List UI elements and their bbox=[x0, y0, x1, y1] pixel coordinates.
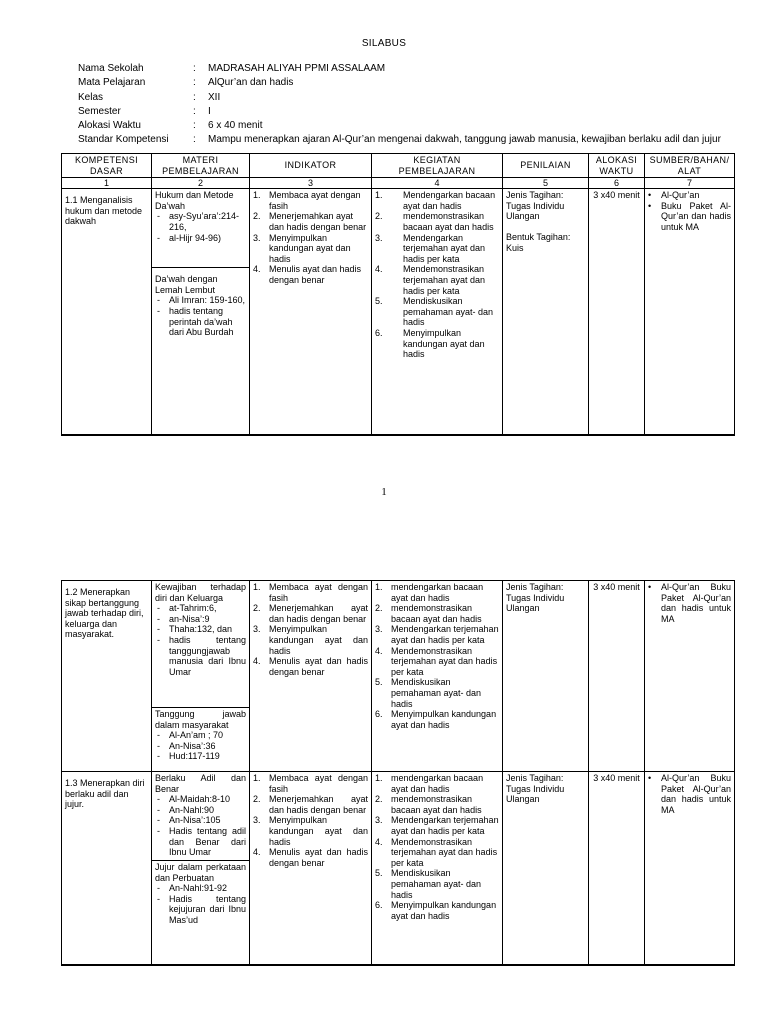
info-colon: : bbox=[193, 77, 196, 89]
list-number: 6. bbox=[375, 709, 383, 720]
list-text: Al-Qur’an bbox=[661, 190, 700, 201]
penilaian-cell: Jenis Tagihan: Tugas Individu Ulangan bbox=[503, 772, 589, 965]
kegiatan-list bbox=[375, 773, 499, 921]
list-number: 1. bbox=[253, 773, 261, 783]
list-item bbox=[375, 773, 499, 794]
bullet-icon: • bbox=[648, 200, 652, 211]
info-key: Nama Sekolah bbox=[78, 63, 144, 74]
list-item bbox=[375, 794, 499, 815]
materi-list bbox=[155, 603, 246, 677]
info-colon: : bbox=[193, 63, 196, 74]
list-item bbox=[375, 837, 499, 869]
kegiatan-list bbox=[375, 190, 499, 360]
list-item bbox=[375, 900, 499, 921]
list-text: Menulis ayat dan hadis dengan benar bbox=[269, 847, 368, 868]
list-item bbox=[253, 815, 368, 847]
list-item bbox=[375, 296, 499, 328]
list-text: Mendemonstrasikan terjemahan ayat dan hadis per kata bbox=[403, 264, 486, 296]
list-item: - an-Nisa’:9 bbox=[155, 614, 246, 625]
materi-block bbox=[152, 267, 249, 339]
table-header-row bbox=[62, 154, 735, 178]
materi-cell bbox=[152, 581, 250, 772]
list-item bbox=[253, 233, 368, 265]
list-item bbox=[375, 815, 499, 836]
list-number: 2. bbox=[253, 211, 261, 222]
list-text: Membaca ayat dengan fasih bbox=[269, 773, 368, 794]
header-alokasi: ALOKASI WAKTU bbox=[589, 154, 645, 178]
list-text: Menyimpulkan kandungan ayat dan hadis bbox=[391, 900, 497, 921]
info-key: Semester bbox=[78, 105, 121, 117]
alokasi-cell: 3 x40 menit bbox=[589, 581, 645, 772]
column-number: 4 bbox=[372, 178, 503, 189]
list-number: 2. bbox=[375, 603, 383, 614]
penilaian-cell bbox=[503, 189, 589, 435]
list-item bbox=[253, 847, 368, 868]
document-title: SILABUS bbox=[361, 38, 407, 49]
materi-title: Tanggung jawab dalam masyarakat bbox=[155, 709, 246, 730]
list-number: 2. bbox=[375, 211, 383, 222]
list-item: - Al-An’am ; 70 bbox=[155, 730, 246, 741]
list-text: Menyimpulkan kandungan ayat dan hadis bbox=[269, 815, 368, 847]
column-number: 5 bbox=[503, 178, 589, 189]
list-number: 4. bbox=[253, 656, 261, 667]
list-text: Menyimpulkan kandungan ayat dan hadis bbox=[403, 327, 485, 360]
column-number: 6 bbox=[589, 178, 645, 189]
list-item bbox=[375, 328, 499, 360]
materi-block bbox=[152, 189, 249, 267]
list-item bbox=[648, 190, 731, 201]
kd-cell: 1.1 Menganalisis hukum dan metode dakwah bbox=[62, 189, 152, 435]
materi-cell bbox=[152, 189, 250, 435]
list-number: 2. bbox=[253, 794, 261, 805]
materi-title: Da’wah dengan Lemah Lembut bbox=[155, 274, 218, 295]
materi-list bbox=[155, 730, 246, 762]
list-number: 3. bbox=[375, 815, 383, 826]
list-text: Mendengarkan terjemahan ayat dan hadis per kata bbox=[403, 232, 486, 264]
indikator-cell bbox=[250, 581, 372, 772]
list-number: 1. bbox=[253, 190, 261, 201]
list-text: Menyimpulkan kandungan ayat dan hadis bbox=[391, 709, 497, 730]
list-number: 6. bbox=[375, 327, 383, 338]
list-item bbox=[375, 211, 499, 232]
list-item bbox=[253, 624, 368, 656]
indikator-cell bbox=[250, 772, 372, 965]
list-item: - Thaha:132, dan bbox=[155, 624, 246, 635]
sumber-list bbox=[648, 190, 731, 232]
list-item bbox=[375, 624, 499, 645]
info-key: Kelas bbox=[78, 91, 104, 103]
list-text: Mendemonstrasikan terjemahan ayat dan hadis per kata bbox=[391, 645, 498, 677]
list-item: - Ali Imran: 159-160, bbox=[155, 295, 246, 306]
list-number: 5. bbox=[375, 296, 383, 307]
list-item bbox=[375, 709, 499, 730]
info-row-subject bbox=[78, 76, 721, 90]
column-number: 3 bbox=[250, 178, 372, 189]
header-kegiatan: KEGIATAN PEMBELAJARAN bbox=[372, 154, 503, 178]
list-item: - at-Tahrim:6, bbox=[155, 603, 246, 614]
list-number: 3. bbox=[253, 624, 261, 635]
list-item bbox=[375, 582, 499, 603]
kegiatan-list bbox=[375, 582, 499, 730]
sumber-cell bbox=[645, 772, 735, 965]
list-item: - An-Nahl:91-92 bbox=[155, 883, 246, 894]
info-colon: : bbox=[193, 105, 196, 117]
list-number: 4. bbox=[375, 264, 383, 275]
list-number: 3. bbox=[375, 624, 383, 635]
list-text: Buku Paket Al-Qur’an dan hadis untuk MA bbox=[661, 200, 731, 232]
list-item bbox=[375, 868, 499, 900]
indikator-cell bbox=[250, 189, 372, 435]
bullet-icon: • bbox=[648, 773, 652, 783]
info-value: Mampu menerapkan ajaran Al-Qur’an mengenai dakwah, tanggung jawab manusia, kewajiban berlaku adil dan jujur bbox=[208, 134, 721, 146]
sumber-cell bbox=[645, 189, 735, 435]
alokasi-cell: 3 x40 menit bbox=[589, 189, 645, 435]
list-item: - An-Nahl:90 bbox=[155, 805, 246, 816]
list-number: 2. bbox=[253, 603, 261, 614]
list-number: 6. bbox=[375, 900, 383, 911]
list-number: 4. bbox=[375, 645, 383, 656]
header-sumber: SUMBER/BAHAN/ ALAT bbox=[645, 154, 735, 178]
list-text: Menerjemahkan ayat dan hadis dengan benar bbox=[269, 211, 367, 232]
column-number: 1 bbox=[62, 178, 152, 189]
syllabus-table-page-1 bbox=[61, 153, 735, 436]
alokasi-cell: 3 x40 menit bbox=[589, 772, 645, 965]
info-row-class bbox=[78, 91, 721, 105]
kegiatan-cell bbox=[372, 581, 503, 772]
info-value: AlQur’an dan hadis bbox=[208, 77, 294, 89]
table-row bbox=[62, 189, 735, 435]
list-item bbox=[253, 603, 368, 624]
list-text: Menerjemahkan ayat dan hadis dengan benar bbox=[269, 603, 368, 624]
materi-title: Kewajiban terhadap diri dan Keluarga bbox=[155, 582, 246, 603]
list-number: 4. bbox=[375, 836, 383, 847]
list-number: 3. bbox=[375, 232, 383, 243]
table-row bbox=[62, 772, 735, 965]
list-item bbox=[375, 233, 499, 265]
list-item: - hadis tentang perintah da’wah dari Abu Burdah bbox=[155, 306, 246, 338]
column-number: 7 bbox=[645, 178, 735, 189]
materi-title: Hukum dan Metode Da’wah bbox=[155, 190, 234, 211]
sumber-cell bbox=[645, 581, 735, 772]
list-text: Membaca ayat dengan fasih bbox=[269, 582, 368, 603]
list-number: 5. bbox=[375, 868, 383, 879]
list-item bbox=[253, 264, 368, 285]
list-item bbox=[375, 603, 499, 624]
list-number: 3. bbox=[253, 815, 261, 826]
info-value: MADRASAH ALIYAH PPMI ASSALAAM bbox=[208, 63, 386, 74]
list-item: - hadis tentang tanggungjawab manusia dari Ibnu Umar bbox=[155, 635, 246, 677]
list-number: 1. bbox=[375, 190, 383, 201]
list-item: - Hadis tentang adil dan Benar dari Ibnu Umar bbox=[155, 826, 246, 858]
materi-list bbox=[155, 295, 246, 337]
bullet-icon: • bbox=[648, 190, 652, 201]
info-key: Mata Pelajaran bbox=[78, 77, 146, 89]
list-text: Menulis ayat dan hadis dengan benar bbox=[269, 264, 362, 285]
sumber-list bbox=[648, 582, 731, 624]
list-item bbox=[648, 773, 731, 815]
info-colon: : bbox=[193, 120, 196, 132]
materi-block bbox=[152, 860, 249, 927]
list-text: Menyimpulkan kandungan ayat dan hadis bbox=[269, 624, 368, 656]
list-number: 1. bbox=[375, 582, 383, 592]
list-text: Menulis ayat dan hadis dengan benar bbox=[269, 656, 368, 677]
column-number-row bbox=[62, 178, 735, 189]
list-item bbox=[375, 264, 499, 296]
list-text: Menyimpulkan kandungan ayat dan hadis bbox=[269, 232, 351, 264]
list-number: 4. bbox=[253, 847, 261, 858]
kd-cell: 1.2 Menerapkan sikap bertanggung jawab terhadap diri, keluarga dan masyarakat. bbox=[62, 581, 152, 772]
list-item bbox=[648, 201, 731, 233]
list-item: - Al-Maidah:8-10 bbox=[155, 794, 246, 805]
materi-list bbox=[155, 883, 246, 925]
materi-block bbox=[152, 772, 249, 860]
list-text: mendengarkan bacaan ayat dan hadis bbox=[391, 773, 484, 794]
list-item: - An-Nisa’:36 bbox=[155, 741, 246, 752]
list-number: 1. bbox=[253, 582, 261, 592]
indikator-list bbox=[253, 582, 368, 677]
list-item bbox=[375, 646, 499, 678]
list-text: mendemonstrasikan bacaan ayat dan hadis bbox=[403, 211, 494, 232]
info-key: Alokasi Waktu bbox=[78, 120, 141, 132]
list-item: - asy-Syu’ara’:214-216, bbox=[155, 211, 246, 232]
kd-cell: 1.3 Menerapkan diri berlaku adil dan jujur. bbox=[62, 772, 152, 965]
info-colon: : bbox=[193, 134, 196, 146]
list-number: 4. bbox=[253, 264, 261, 275]
header-indikator: INDIKATOR bbox=[250, 154, 372, 178]
info-row-semester bbox=[78, 105, 721, 119]
info-colon: : bbox=[193, 91, 196, 103]
list-text: Membaca ayat dengan fasih bbox=[269, 190, 361, 211]
kegiatan-cell bbox=[372, 189, 503, 435]
list-text: mendengarkan bacaan ayat dan hadis bbox=[391, 582, 484, 603]
materi-block bbox=[152, 581, 249, 707]
list-item: - An-Nisa’:105 bbox=[155, 815, 246, 826]
header-materi: MATERI PEMBELAJARAN bbox=[152, 154, 250, 178]
table-row bbox=[62, 581, 735, 772]
info-row-competency bbox=[78, 133, 721, 147]
list-item bbox=[253, 656, 368, 677]
info-row-school bbox=[78, 62, 721, 76]
list-text: Mendengarkan terjemahan ayat dan hadis per kata bbox=[391, 815, 499, 836]
penilaian-cell: Jenis Tagihan: Tugas Individu Ulangan bbox=[503, 581, 589, 772]
list-text: Mendengarkan bacaan ayat dan hadis bbox=[403, 190, 496, 211]
list-item bbox=[253, 211, 368, 232]
list-item bbox=[253, 190, 368, 211]
list-text: mendemonstrasikan bacaan ayat dan hadis bbox=[391, 794, 482, 815]
column-number: 2 bbox=[152, 178, 250, 189]
indikator-list bbox=[253, 190, 368, 285]
info-value: I bbox=[208, 105, 211, 117]
penilaian-jenis: Jenis Tagihan: Tugas Individu Ulangan bbox=[506, 190, 565, 222]
list-item: - al-Hijr 94-96) bbox=[155, 233, 246, 244]
list-item bbox=[375, 677, 499, 709]
list-item bbox=[648, 582, 731, 624]
list-number: 5. bbox=[375, 677, 383, 688]
list-number: 1. bbox=[375, 773, 383, 783]
list-text: Menerjemahkan ayat dan hadis dengan benar bbox=[269, 794, 368, 815]
list-text: Mendengarkan terjemahan ayat dan hadis per kata bbox=[391, 624, 499, 645]
page-number: 1 bbox=[381, 486, 387, 498]
list-text: mendemonstrasikan bacaan ayat dan hadis bbox=[391, 603, 482, 624]
list-text: Mendiskusikan pemahaman ayat- dan hadis bbox=[403, 296, 494, 328]
list-text: Mendemonstrasikan terjemahan ayat dan hadis per kata bbox=[391, 836, 498, 868]
list-number: 2. bbox=[375, 794, 383, 805]
kegiatan-cell bbox=[372, 772, 503, 965]
info-row-time bbox=[78, 119, 721, 133]
materi-cell bbox=[152, 772, 250, 965]
list-text: Mendiskusikan pemahaman ayat- dan hadis bbox=[391, 868, 482, 900]
list-item bbox=[375, 190, 499, 211]
materi-list bbox=[155, 794, 246, 858]
syllabus-table-page-2 bbox=[61, 580, 735, 966]
materi-title: Berlaku Adil dan Benar bbox=[155, 773, 246, 794]
materi-list bbox=[155, 211, 246, 243]
header-kompetensi: KOMPETENSI DASAR bbox=[62, 154, 152, 178]
info-value: 6 x 40 menit bbox=[208, 120, 263, 132]
sumber-list bbox=[648, 773, 731, 815]
list-item: - Hud:117-119 bbox=[155, 751, 246, 762]
syllabus-info bbox=[78, 62, 721, 148]
indikator-list bbox=[253, 773, 368, 868]
bullet-icon: • bbox=[648, 582, 652, 592]
list-item bbox=[253, 582, 368, 603]
list-text: Al-Qur’an Buku Paket Al-Qur’an dan hadis untuk MA bbox=[661, 582, 731, 624]
info-value: XII bbox=[208, 91, 221, 103]
list-item bbox=[253, 794, 368, 815]
list-number: 3. bbox=[253, 232, 261, 243]
materi-block bbox=[152, 707, 249, 763]
list-text: Al-Qur’an Buku Paket Al-Qur’an dan hadis untuk MA bbox=[661, 773, 731, 815]
list-item bbox=[253, 773, 368, 794]
penilaian-bentuk: Bentuk Tagihan: Kuis bbox=[506, 231, 571, 253]
materi-title: Jujur dalam perkataan dan Perbuatan bbox=[155, 862, 246, 883]
header-penilaian: PENILAIAN bbox=[503, 154, 589, 178]
list-item: - Hadis tentang kejujuran dari Ibnu Mas’ud bbox=[155, 894, 246, 926]
list-text: Mendiskusikan pemahaman ayat- dan hadis bbox=[391, 677, 482, 709]
info-key: Standar Kompetensi bbox=[78, 134, 169, 146]
